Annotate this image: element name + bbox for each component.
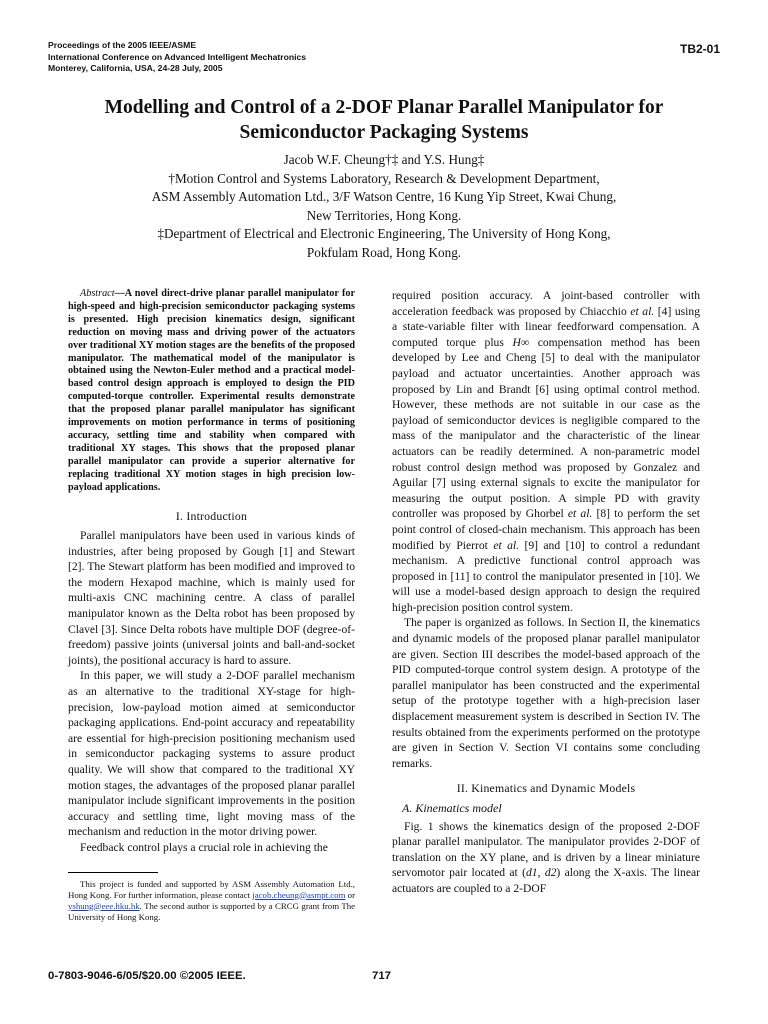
paragraph: The paper is organized as follows. In Section II, the kinematics and dynamic models of the proposed planar parallel manipulator are given. Section III describes the model-based approach of the PID computed-torque control system design. A prototype of the parallel manipulator has been constructed and the experimental setup of the prototype together with a high-precision laser displacement measurement system is described in Section IV. The results obtained from the experiments performed on the prototype are given in Section V. Section VI contains some concluding remarks. [392, 616, 700, 770]
paragraph: Parallel manipulators have been used in various kinds of industries, after being proposed by Gough [1] and Stewart [2]. The Stewart platform has been modified and improved to the modern Hexapod machine, which is mainly used for multi-axis CNC machining centre. A class of parallel manipulator known as the Delta robot has been proposed by Clavel [3]. Since Delta robots have multiple DOF (degree-of-freedom) passive joints (universal joints and ball-and-socket joints), the positional accuracy is hard to assure. [68, 529, 355, 667]
affiliation-line: ‡Department of Electrical and Electronic Engineering, The University of Hong Kong, [157, 226, 611, 241]
email-link[interactable]: jacob.cheung@asmpt.com [252, 889, 346, 900]
affiliation-line: †Motion Control and Systems Laboratory, Research & Development Department, [168, 170, 600, 186]
section-heading-kinematics: II. Kinematics and Dynamic Models [456, 781, 636, 796]
session-tag: TB2-01 [679, 42, 720, 56]
proceedings-line: Proceedings of the 2005 IEEE/ASME [48, 40, 197, 50]
author-names: Jacob W.F. Cheung†‡ and Y.S. Hung‡ [283, 152, 485, 167]
paragraph: Feedback control plays a crucial role in achieving the [80, 840, 328, 854]
paragraph: Fig. 1 shows the kinematics design of the proposed 2-DOF planar parallel manipulator. The manipulator provides 2-DOF of translation on the XY plane, and is driven by a linear miniature servomotor pair located at (d1, d2) along the X-axis. The linear actuators are coupled to a 2-DOF [392, 819, 700, 895]
footnote-divider [68, 872, 158, 873]
copyright-line: 0-7803-9046-6/05/$20.00 ©2005 IEEE. [48, 970, 246, 982]
paragraph: required position accuracy. A joint-based controller with acceleration feedback was proposed by Chiacchio et al. [4] using a state-variable filter with linear feedforward compensation. A computed torque plus H∞ compensation method has been developed by Lee and Cheng [5] to deal with the manipulator payload and actuator uncertainties. Another approach was proposed by Lin and Brandt [6] using optimal control method. However, these methods are not suitable in our case as the payload of semiconductor devices is negligible compared to the mass of the manipulator and the characteristic of the linear actuators can be readily determined. A non-parametric model robust control design method was proposed by Gonzalez and Aguilar [7] using external signals to excite the manipulator for measuring the output position. A simple PD with gravity controller was proposed by Ghorbel et al. [8] to perform the set point control of closed-chain mechanism. This approach has been modified by Pierrot et al. [9] and [10] to control a redundant mechanism. A predictive functional control approach was proposed in [11] to control the manipulator presented in [10]. We will use a model-based design approach to design the required high-precision position control system. [392, 289, 701, 614]
page-number: 717 [372, 970, 392, 982]
proceedings-line: International Conference on Advanced Intelligent Mechatronics [48, 51, 307, 62]
right-column [392, 288, 700, 897]
footnote: This project is funded and supported by ASM Assembly Automation Ltd., Hong Kong. For further information, please contact jacob.cheung@asmpt.com or yshung@eee.hku.hk. The second author is supported by a CRCG grant from The University of Hong Kong. [68, 878, 355, 922]
affiliation-line: Pokfulam Road, Hong Kong. [306, 244, 462, 260]
proceedings-line: Monterey, California, USA, 24-28 July, 2005 [48, 63, 223, 73]
title-line-1: Modelling and Control of a 2-DOF Planar Parallel Manipulator for [104, 97, 664, 118]
left-column [68, 288, 355, 923]
affiliation-line: New Territories, Hong Kong. [306, 207, 462, 223]
proceedings-header [48, 40, 428, 75]
section-heading-introduction: I. Introduction [175, 508, 248, 523]
email-link[interactable]: yshung@eee.hku.hk [68, 900, 140, 911]
paragraph: In this paper, we will study a 2-DOF parallel mechanism as an alternative to the traditional XY-stage for high-precision, low-payload motion aimed at semiconductor packaging applications. End-point accuracy and repeatability are essential for high-precision positioning mechanism used in semiconductor packaging systems to assure product quality. We will show that compared to the traditional XY motion stages, the advantages of the proposed planar parallel manipulator include significant improvements in the position accuracy and settling time, light moving mass of the mechanism and reduction in the motor driving power. [68, 669, 355, 839]
paper-title [60, 95, 708, 145]
affiliation-line: ASM Assembly Automation Ltd., 3/F Watson Centre, 16 Kung Yip Street, Kwai Chung, [151, 189, 617, 204]
h-infinity-symbol: H∞ [512, 335, 530, 349]
abstract-label: Abstract [80, 288, 115, 299]
abstract-text: —A novel direct-drive planar parallel manipulator for high-speed and high-precision semiconductor packaging systems is presented. High precision kinematics design, significant reduction on moving mass and driving power of the actuators over traditional XY motion stages are the benefits of the proposed manipulator. The mathematical model of the manipulator is obtained using the Newton-Euler method and a practical model-based control design approach is employed to design the PID computed-torque controller. Experimental results demonstrate that the proposed planar parallel manipulator has significant improvements on motion performance in terms of positioning accuracy, settling time and stability when compared with traditional XY stages. This shows that the proposed planar parallel manipulator can provide a superior alternative for replacing traditional XY motion stages in high precision low-payload applications. [68, 288, 355, 493]
subsection-heading: A. Kinematics model [402, 801, 502, 815]
abstract [68, 288, 355, 495]
title-line-2: Semiconductor Packaging Systems [239, 122, 529, 143]
author-block [60, 151, 708, 262]
